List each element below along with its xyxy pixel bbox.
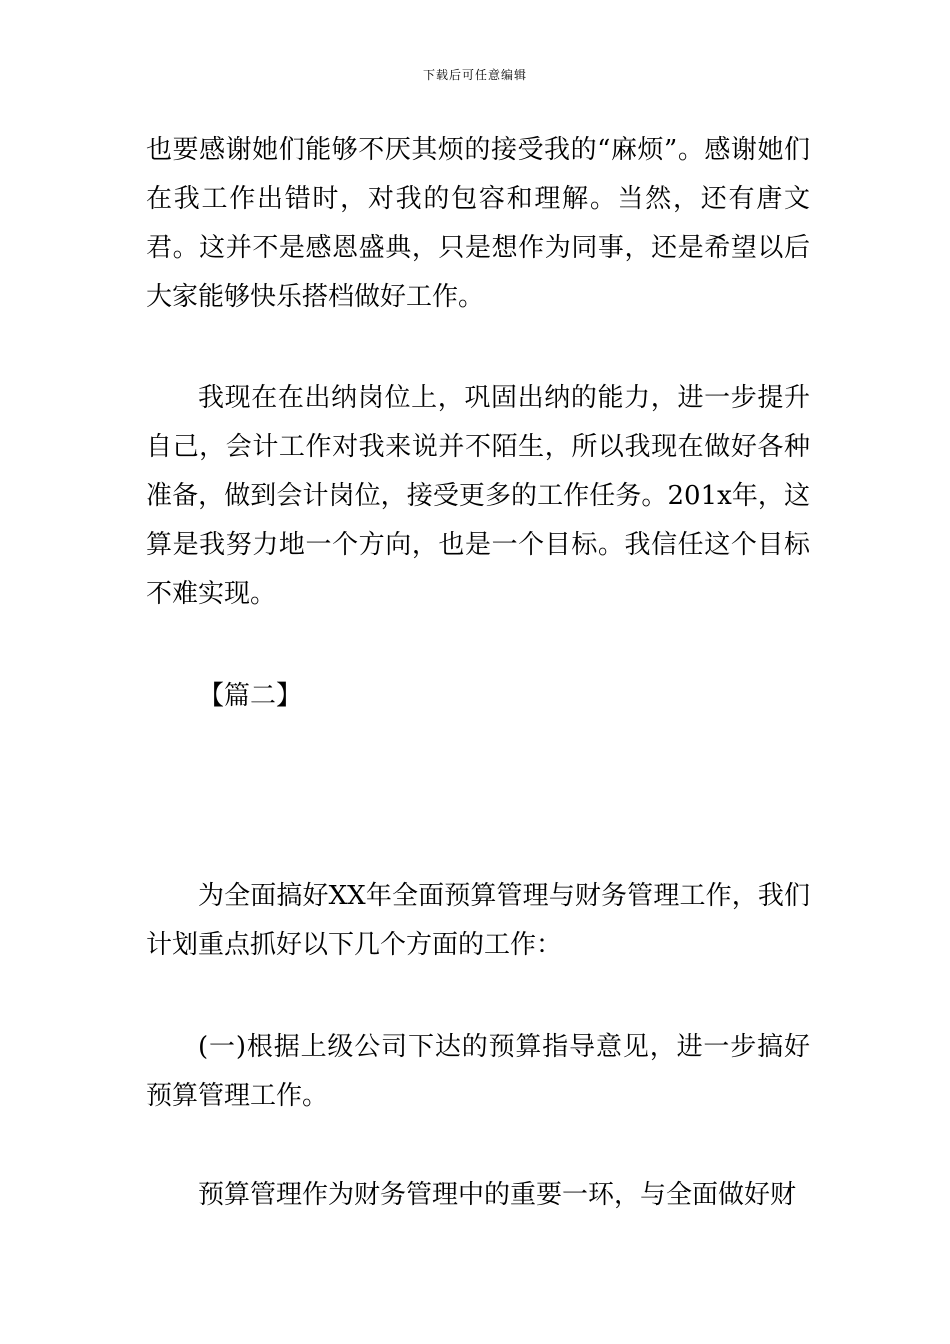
- paragraph-cashier-plan: 我现在在出纳岗位上，巩固出纳的能力，进一步提升自己，会计工作对我来说并不陌生，所以我现在做好各种准备，做到会计岗位，接受更多的工作任务。201x年，这算是我努力地一个方向，也是一个目标。我信任这个目标不难实现。: [146, 383, 810, 609]
- section-heading: 【篇二】: [198, 681, 303, 711]
- paragraph-item-one: (一)根据上级公司下达的预算指导意见，进一步搞好预算管理工作。: [146, 1032, 810, 1111]
- paragraph-thanks: 也要感谢她们能够不厌其烦的接受我的“麻烦”。感谢她们在我工作出错时，对我的包容和理解。当然，还有唐文君。这并不是感恩盛典，只是想作为同事，还是希望以后大家能够快乐搭档做好工作。: [146, 135, 810, 312]
- paragraph-budget-importance: 预算管理作为财务管理中的重要一环，与全面做好财: [198, 1180, 797, 1210]
- header-note: 下载后可任意编辑: [422, 68, 527, 82]
- paragraph-budget-intro: 为全面搞好XX年全面预算管理与财务管理工作，我们计划重点抓好以下几个方面的工作：: [146, 881, 810, 960]
